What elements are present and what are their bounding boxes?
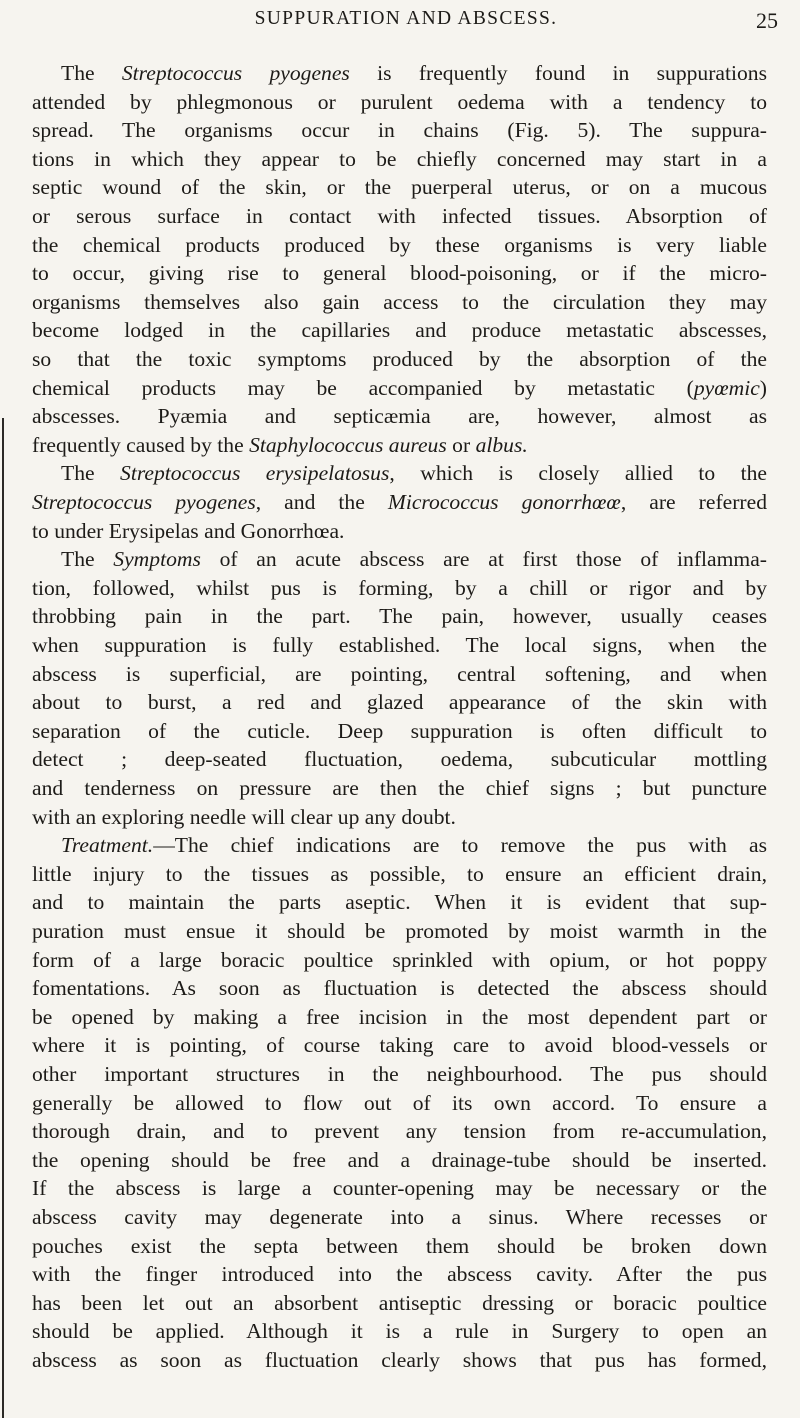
running-head: SUPPURATION AND ABSCESS. [254, 8, 558, 29]
text-run: attended by phlegmonous or purulent oedema with a tendency to [32, 89, 767, 114]
text-line [32, 1317, 767, 1346]
italic-run: pyœmic [693, 375, 760, 400]
text-line [32, 517, 767, 546]
text-line [32, 688, 767, 717]
text-line [32, 288, 767, 317]
text-run: be opened by making a free incision in the most dependent part or [32, 1004, 767, 1029]
text-line [32, 1117, 767, 1146]
text-line [32, 803, 767, 832]
text-run: so that the toxic symptoms produced by the absorption of the [32, 347, 767, 371]
text-run: The [61, 547, 114, 572]
text-line [32, 631, 767, 660]
text-line [32, 1060, 767, 1089]
page-number: 25 [756, 8, 778, 33]
text-line [32, 1346, 767, 1375]
text-line [32, 745, 767, 774]
italic-run: albus. [475, 432, 528, 457]
text-run: form of a large boracic poultice sprinkled with opium, or hot poppy [32, 947, 767, 972]
text-line [32, 145, 767, 174]
text-run: the opening should be free and a drainage-tube should be inserted. [32, 1147, 767, 1172]
text-run: The [61, 461, 121, 486]
text-line [32, 1174, 767, 1203]
text-line [32, 1089, 767, 1118]
text-run: abscess cavity may degenerate into a sinus. Where recesses or [32, 1205, 767, 1229]
text-run: separation of the cuticle. Deep suppuration is often difficult to [32, 718, 767, 743]
text-run: about to burst, a red and glazed appearance of the skin with [32, 690, 767, 715]
text-run: puration must ensue it should be promoted by moist warmth in the [32, 919, 767, 943]
text-line [32, 1031, 767, 1060]
text-run: has been let out an absorbent antiseptic dressing or boracic poultice [32, 1290, 767, 1315]
text-run: is frequently found in suppurations [349, 61, 767, 85]
text-line [32, 173, 767, 202]
text-run: with the finger introduced into the abscess cavity. After the pus [32, 1262, 767, 1287]
text-line [61, 459, 767, 488]
text-run: or [446, 432, 476, 457]
text-run: thorough drain, and to prevent any tension from re-accumulation, [32, 1119, 767, 1144]
text-run: The [61, 61, 122, 85]
text-run: tion, followed, whilst pus is forming, by a chill or rigor and by [32, 575, 767, 600]
text-run: abscess is superficial, are pointing, central softening, and when [32, 661, 767, 686]
text-run: spread. The organisms occur in chains (Fig. 5). The suppura- [32, 118, 767, 143]
italic-run: Micrococcus gonorrhœœ [387, 490, 621, 514]
text-run: to under Erysipelas and Gonorrhœa. [32, 518, 345, 543]
text-line [32, 574, 767, 603]
text-run: fomentations. As soon as fluctuation is detected the abscess should [32, 976, 767, 1001]
text-line [61, 831, 767, 860]
italic-run: Staphylococcus aureus [249, 432, 447, 457]
text-line [32, 717, 767, 746]
text-line [61, 59, 767, 88]
text-run: , and the [255, 490, 388, 514]
text-run: pouches exist the septa between them should be broken down [32, 1233, 767, 1258]
text-run: should be applied. Although it is a rule in Surgery to open an [32, 1319, 767, 1344]
text-run: generally be allowed to flow out of its own accord. To ensure a [32, 1090, 767, 1115]
text-line [32, 488, 767, 517]
text-line [32, 402, 767, 431]
text-line [32, 202, 767, 231]
text-run: other important structures in the neighbourhood. The pus should [32, 1062, 767, 1086]
text-run: septic wound of the skin, or the puerperal uterus, or on a mucous [32, 175, 767, 200]
text-line [32, 231, 767, 260]
text-run: abscesses. Pyæmia and septicæmia are, however, almost as [32, 404, 767, 429]
text-line [32, 1260, 767, 1289]
text-line [32, 1146, 767, 1175]
text-line [32, 888, 767, 917]
text-run: If the abscess is large a counter-opening may be necessary or the [32, 1176, 767, 1201]
italic-run: Treatment. [61, 833, 154, 858]
italic-run: Streptococcus pyogenes [32, 490, 256, 514]
text-line [32, 259, 767, 288]
text-run: , which is closely allied to the [389, 461, 767, 486]
text-run: chemical products may be accompanied by metastatic ( [32, 375, 694, 400]
text-run: with an exploring needle will clear up any doubt. [32, 804, 456, 829]
text-line [32, 116, 767, 145]
text-line [32, 1003, 767, 1032]
text-run: ) [759, 375, 767, 400]
text-run: where it is pointing, of course taking care to avoid blood-vessels or [32, 1033, 767, 1058]
text-line [32, 374, 767, 403]
text-line [32, 660, 767, 689]
text-line [32, 88, 767, 117]
text-run: detect ; deep-seated fluctuation, oedema, subcuticular mottling [32, 747, 767, 772]
text-line [32, 345, 767, 374]
text-run: become lodged in the capillaries and produce metastatic abscesses, [32, 318, 767, 343]
text-run: when suppuration is fully established. The local signs, when the [32, 633, 767, 657]
text-line [32, 1289, 767, 1318]
text-run: to occur, giving rise to general blood-poisoning, or if the micro- [32, 261, 767, 286]
text-line [32, 602, 767, 631]
page-edge-shadow [2, 418, 4, 1418]
text-run: , are referred [620, 490, 768, 514]
text-run: of an acute abscess are at first those of inflamma- [200, 547, 767, 572]
text-line [32, 917, 767, 946]
text-line [32, 1232, 767, 1261]
text-run: abscess as soon as fluctuation clearly shows that pus has formed, [32, 1348, 767, 1372]
page-header [34, 8, 778, 38]
text-line [32, 774, 767, 803]
text-line [32, 431, 767, 460]
text-run: and to maintain the parts aseptic. When it is evident that sup- [32, 890, 767, 915]
text-run: little injury to the tissues as possible, to ensure an efficient drain, [32, 861, 767, 886]
text-line [32, 946, 767, 975]
text-line [32, 1203, 767, 1232]
text-line [32, 316, 767, 345]
text-run: frequently caused by the [32, 432, 250, 457]
text-run: and tenderness on pressure are then the chief signs ; but puncture [32, 776, 767, 800]
text-run: tions in which they appear to be chiefly concerned may start in a [32, 146, 767, 171]
italic-run: Symptoms [113, 547, 201, 572]
text-run: the chemical products produced by these organisms is very liable [32, 232, 767, 257]
text-run: or serous surface in contact with infected tissues. Absorption of [32, 204, 767, 228]
italic-run: Streptococcus pyogenes [121, 61, 350, 85]
text-run: organisms themselves also gain access to the circulation they may [32, 289, 767, 314]
italic-run: Streptococcus erysipelatosus [120, 461, 390, 486]
text-line [32, 860, 767, 889]
text-run: —The chief indications are to remove the pus with as [153, 833, 767, 858]
text-run: throbbing pain in the part. The pain, however, usually ceases [32, 604, 767, 629]
text-line [61, 545, 767, 574]
text-line [32, 974, 767, 1003]
